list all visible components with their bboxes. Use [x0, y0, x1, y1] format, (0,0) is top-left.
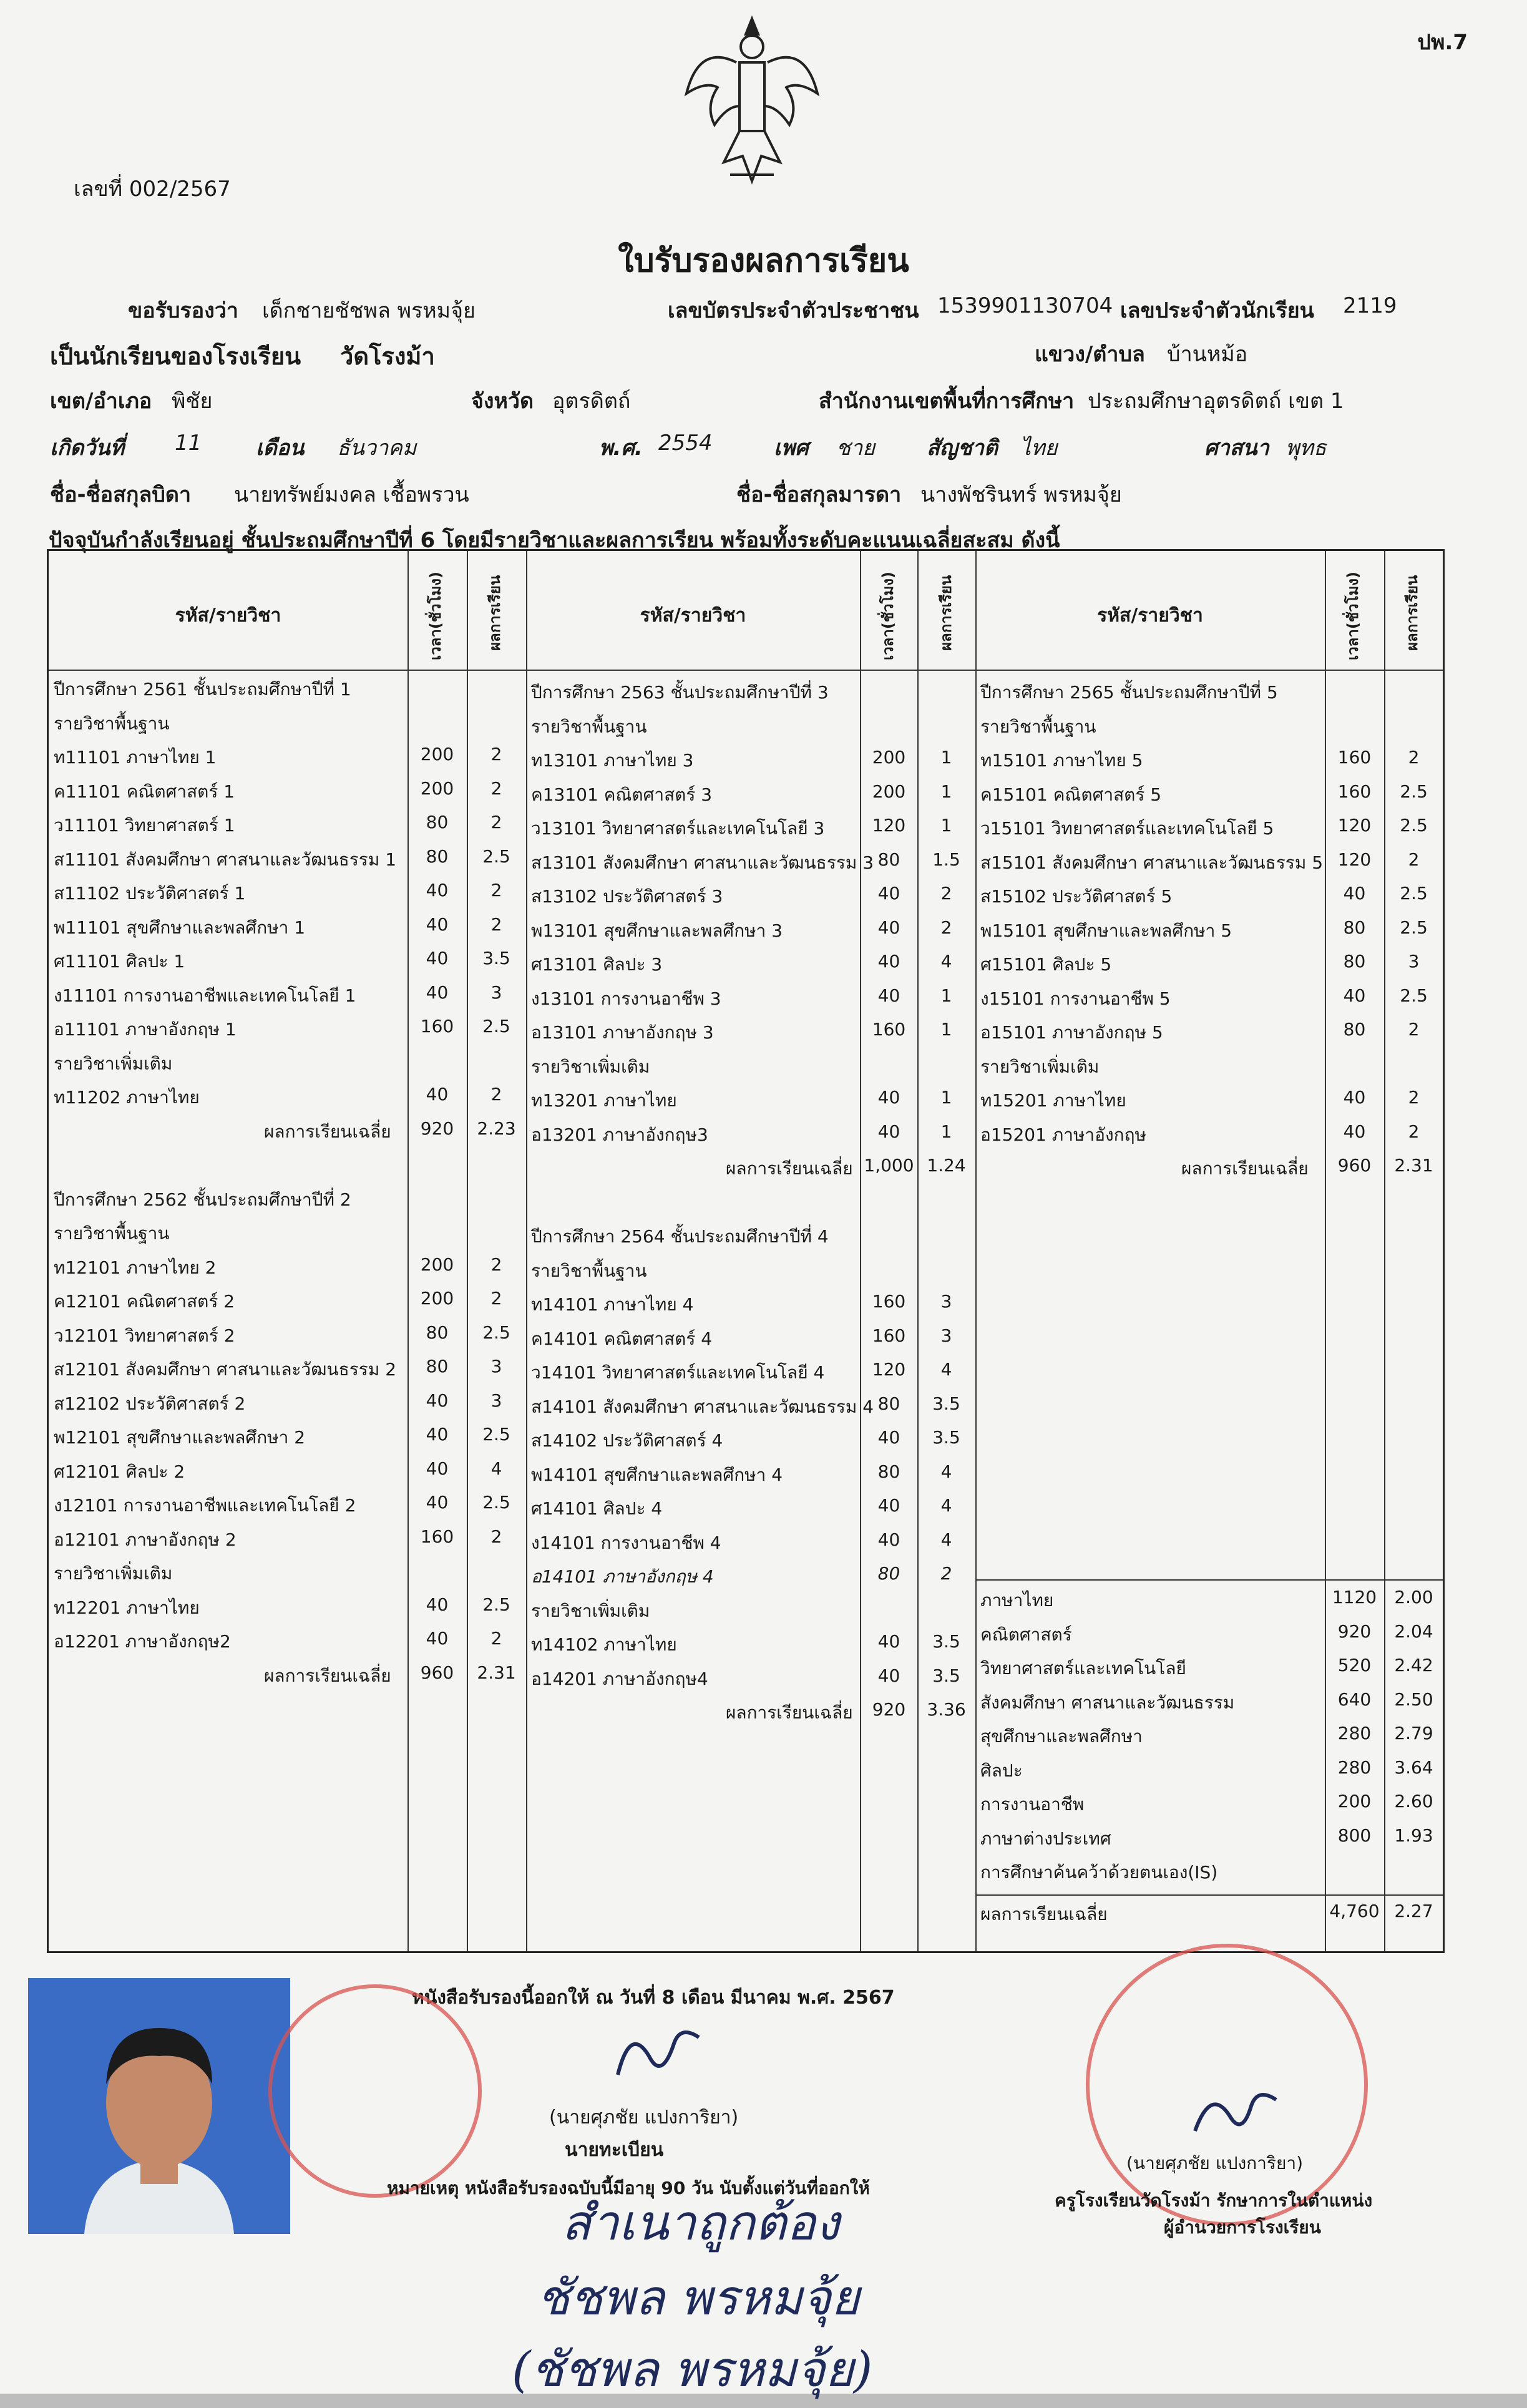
summary-hours: 920: [1337, 1621, 1372, 1642]
hours-cell: 200: [420, 777, 454, 799]
grade-cell: 4: [490, 1458, 502, 1479]
grade-cell: 3.36: [927, 1699, 966, 1720]
hours-cell: 40: [426, 982, 449, 1003]
summary-subject: การศึกษาค้นคว้าด้วยตนเอง(IS): [980, 1862, 1218, 1883]
subject-cell: อ14201 ภาษาอังกฤษ4: [531, 1668, 708, 1689]
school-label: เป็นนักเรียนของโรงเรียน: [50, 343, 301, 370]
subject-cell: ส14102 ประวัติศาสตร์ 4: [531, 1430, 723, 1451]
hours-cell: 80: [426, 1356, 449, 1377]
subject-cell: พ14101 สุขศึกษาและพลศึกษา 4: [531, 1464, 783, 1485]
registrar-title: นายทะเบียน: [565, 2139, 664, 2161]
subject-cell: รายวิชาเพิ่มเติม: [531, 1056, 650, 1077]
hours-cell: 80: [1343, 1019, 1366, 1040]
grade-cell: 2: [1408, 1019, 1420, 1040]
hours-cell: 40: [426, 1424, 449, 1445]
hours-cell: 40: [877, 883, 900, 904]
hours-cell: 40: [1343, 1087, 1366, 1108]
handwritten-signature-2: (ชัชพล พรหมจุ้ย): [512, 2342, 873, 2398]
hours-cell: 960: [420, 1662, 454, 1683]
grade-cell: 2: [490, 812, 502, 832]
subject-cell: ส12101 สังคมศึกษา ศาสนาและวัฒนธรรม 2: [54, 1359, 397, 1380]
hours-cell: 40: [877, 1121, 900, 1142]
student-no-value: 2119: [1343, 293, 1397, 318]
subject-cell: ปีการศึกษา 2565 ชั้นประถมศึกษาปีที่ 5: [980, 682, 1278, 703]
subject-cell: ส12102 ประวัติศาสตร์ 2: [54, 1393, 246, 1414]
subject-cell: ผลการเรียนเฉลี่ย: [264, 1121, 391, 1142]
grade-cell: 2: [940, 1563, 952, 1584]
hours-cell: 80: [1343, 951, 1366, 972]
grade-cell: 2.5: [1400, 815, 1428, 836]
grade-cell: 2: [490, 1084, 502, 1104]
summary-grade: 2.60: [1394, 1791, 1433, 1811]
handwritten-signature-1: ชัชพล พรหมจุ้ย: [537, 2270, 860, 2326]
district-value: พิชัย: [172, 389, 213, 414]
grade-cell: 3.5: [932, 1427, 960, 1448]
subject-cell: รายวิชาพื้นฐาน: [54, 1223, 170, 1244]
subject-cell: ว11101 วิทยาศาสตร์ 1: [54, 815, 235, 836]
subject-cell: ศ13101 ศิลปะ 3: [531, 954, 663, 975]
grade-cell: 2: [490, 1628, 502, 1649]
validity-note: หมายเหตุ หนังสือรับรองฉบับนี้มีอายุ 90 วัน นับตั้งแต่วันที่ออกให้: [387, 2178, 870, 2198]
summary-grade: 2.42: [1394, 1655, 1433, 1675]
hours-cell: 80: [426, 812, 449, 832]
grade-cell: 2: [490, 1288, 502, 1309]
hours-cell: 960: [1337, 1155, 1372, 1176]
subject-cell: ส14101 สังคมศึกษา ศาสนาและวัฒนธรรม 4: [531, 1396, 874, 1417]
area-office-value: ประถมศึกษาอุตรดิตถ์ เขต 1: [1088, 389, 1344, 414]
grade-cell: 3.5: [932, 1665, 960, 1686]
intro-text: ปัจจุบันกำลังเรียนอยู่ ชั้นประถมศึกษาปีที่ 6 โดยมีรายวิชาและผลการเรียน พร้อมทั้งระดับคะแนนเฉลี่ยสะสม ดังนี้: [49, 528, 1060, 553]
hours-cell: 40: [877, 917, 900, 938]
hours-cell: 80: [426, 846, 449, 867]
subject-cell: พ13101 สุขศึกษาและพลศึกษา 3: [531, 920, 783, 941]
hours-cell: 40: [426, 1594, 449, 1615]
form-code: ปพ.7: [1417, 30, 1468, 55]
hours-cell: 200: [420, 1254, 454, 1275]
summary-total-label: ผลการเรียนเฉลี่ย: [980, 1903, 1108, 1924]
info-row-address: [47, 384, 1438, 424]
summary-total-grade: 2.27: [1394, 1900, 1433, 1921]
subject-cell: ส15102 ประวัติศาสตร์ 5: [980, 886, 1173, 907]
hours-cell: 160: [872, 1291, 906, 1312]
hours-cell: 160: [1337, 781, 1372, 802]
subject-cell: ส13102 ประวัติศาสตร์ 3: [531, 886, 723, 907]
summary-grade: 2.50: [1394, 1689, 1433, 1710]
id-card-value: 1539901130704: [937, 293, 1113, 318]
subject-cell: ท13101 ภาษาไทย 3: [531, 750, 694, 771]
subject-cell: ผลการเรียนเฉลี่ย: [1181, 1158, 1309, 1179]
subject-cell: อ13101 ภาษาอังกฤษ 3: [531, 1022, 714, 1043]
birth-year-value: 2554: [658, 431, 713, 456]
grade-cell: 2: [1408, 849, 1420, 870]
header-subject-1: รหัส/รายวิชา: [175, 605, 281, 626]
subject-cell: รายวิชาเพิ่มเติม: [54, 1563, 173, 1584]
hours-cell: 40: [426, 880, 449, 900]
mother-label: ชื่อ-ชื่อสกุลมารดา: [736, 482, 902, 507]
subject-cell: ปีการศึกษา 2564 ชั้นประถมศึกษาปีที่ 4: [531, 1226, 829, 1247]
subject-cell: ส11101 สังคมศึกษา ศาสนาและวัฒนธรรม 1: [54, 849, 397, 870]
hours-cell: 40: [877, 1087, 900, 1108]
province-value: อุตรดิตถ์: [552, 389, 631, 414]
grade-cell: 4: [940, 1359, 952, 1380]
subject-cell: ว13101 วิทยาศาสตร์และเทคโนโลยี 3: [531, 818, 825, 839]
grade-cell: 3: [490, 982, 502, 1003]
subject-cell: อ14101 ภาษาอังกฤษ 4: [531, 1566, 714, 1587]
subject-cell: รายวิชาพื้นฐาน: [980, 716, 1096, 737]
hours-cell: 200: [872, 747, 906, 768]
hours-cell: 1,000: [864, 1155, 914, 1176]
subject-cell: ศ12101 ศิลปะ 2: [54, 1461, 185, 1482]
grade-cell: 2: [490, 880, 502, 900]
hours-cell: 160: [420, 1016, 454, 1036]
hours-cell: 200: [872, 781, 906, 802]
father-label: ชื่อ-ชื่อสกุลบิดา: [50, 482, 192, 507]
grade-cell: 2.31: [1394, 1155, 1433, 1176]
grade-cell: 2: [940, 883, 952, 904]
subject-cell: ค11101 คณิตศาสตร์ 1: [54, 781, 235, 802]
info-row-birth: [47, 431, 1438, 470]
subject-cell: ง11101 การงานอาชีพและเทคโนโลยี 1: [54, 985, 356, 1006]
summary-subject: ศิลปะ: [980, 1760, 1023, 1781]
hours-cell: 120: [1337, 849, 1372, 870]
director-title-1: ครูโรงเรียนวัดโรงม้า รักษาการในตำแหน่ง: [1055, 2190, 1373, 2211]
subject-cell: อ12201 ภาษาอังกฤษ2: [54, 1631, 231, 1652]
hours-cell: 160: [872, 1019, 906, 1040]
subject-cell: ท13201 ภาษาไทย: [531, 1090, 677, 1111]
hours-cell: 80: [426, 1322, 449, 1343]
grade-cell: 2: [1408, 1087, 1420, 1108]
grade-cell: 1: [940, 985, 952, 1006]
subject-cell: ท14101 ภาษาไทย 4: [531, 1294, 694, 1315]
hours-cell: 80: [877, 1393, 900, 1414]
grade-cell: 2.5: [1400, 985, 1428, 1006]
district-label: เขต/อำเภอ: [50, 389, 152, 414]
hours-cell: 40: [1343, 883, 1366, 904]
grade-cell: 2: [490, 914, 502, 935]
grade-cell: 3: [490, 1390, 502, 1411]
garuda-emblem-icon: [680, 6, 824, 193]
hours-cell: 40: [426, 1492, 449, 1513]
hours-cell: 40: [877, 1529, 900, 1550]
subject-cell: ท14102 ภาษาไทย: [531, 1634, 677, 1655]
subject-cell: ปีการศึกษา 2562 ชั้นประถมศึกษาปีที่ 2: [54, 1189, 351, 1210]
nationality-value: ไทย: [1020, 436, 1058, 461]
summary-hours: 280: [1337, 1723, 1372, 1743]
subject-cell: พ11101 สุขศึกษาและพลศึกษา 1: [54, 917, 306, 938]
grade-cell: 2.23: [477, 1118, 516, 1139]
subject-cell: ปีการศึกษา 2561 ชั้นประถมศึกษาปีที่ 1: [54, 679, 351, 699]
subject-cell: พ15101 สุขศึกษาและพลศึกษา 5: [980, 920, 1232, 941]
subject-cell: ผลการเรียนเฉลี่ย: [726, 1158, 853, 1179]
summary-hours: 200: [1337, 1791, 1372, 1811]
hours-cell: 40: [877, 1495, 900, 1516]
info-row-school: [47, 337, 1438, 377]
grade-cell: 1: [940, 815, 952, 836]
hours-cell: 40: [1343, 1121, 1366, 1142]
header-hours-2: เวลา(ชั่วโมง): [879, 572, 897, 660]
header-grade-3: ผลการเรียน: [1403, 575, 1421, 651]
sex-label: เพศ: [774, 436, 809, 461]
hours-cell: 200: [420, 744, 454, 764]
subject-cell: ท11202 ภาษาไทย: [54, 1087, 200, 1108]
hours-cell: 160: [1337, 747, 1372, 768]
subject-cell: ค12101 คณิตศาสตร์ 2: [54, 1291, 235, 1312]
summary-subject: ภาษาต่างประเทศ: [980, 1828, 1111, 1849]
summary-hours: 1120: [1332, 1587, 1377, 1607]
subject-cell: ท12201 ภาษาไทย: [54, 1597, 200, 1618]
header-grade-1: ผลการเรียน: [486, 575, 504, 651]
grade-cell: 2: [490, 777, 502, 799]
student-name: เด็กชายชัชพล พรหมจุ้ย: [262, 298, 476, 323]
hours-cell: 920: [872, 1699, 906, 1720]
hours-cell: 200: [420, 1288, 454, 1309]
grade-cell: 4: [940, 1461, 952, 1482]
grade-cell: 3: [490, 1356, 502, 1377]
subdistrict-label: แขวง/ตำบล: [1035, 342, 1145, 367]
summary-grade: 1.93: [1394, 1825, 1433, 1846]
subject-cell: ศ15101 ศิลปะ 5: [980, 954, 1112, 975]
subject-cell: รายวิชาพื้นฐาน: [531, 1260, 647, 1281]
grade-cell: 4: [940, 951, 952, 972]
subject-cell: ค13101 คณิตศาสตร์ 3: [531, 784, 713, 805]
subject-cell: รายวิชาเพิ่มเติม: [54, 1053, 173, 1074]
subject-cell: อ11101 ภาษาอังกฤษ 1: [54, 1019, 237, 1040]
issued-date: หนังสือรับรองนี้ออกให้ ณ วันที่ 8 เดือน มีนาคม พ.ศ. 2567: [412, 1987, 895, 2009]
subject-cell: ท12101 ภาษาไทย 2: [54, 1257, 217, 1278]
grade-cell: 3: [1408, 951, 1420, 972]
grade-cell: 2.5: [482, 1322, 510, 1343]
document-title: ใบรับรองผลการเรียน: [618, 242, 909, 280]
religion-value: พุทธ: [1286, 436, 1327, 461]
grade-cell: 2: [940, 917, 952, 938]
grade-cell: 3.5: [932, 1631, 960, 1652]
grade-cell: 3: [940, 1291, 952, 1312]
grade-cell: 2.5: [482, 1594, 510, 1615]
grade-cell: 2.5: [482, 1424, 510, 1445]
grade-cell: 3.5: [932, 1393, 960, 1414]
subject-cell: ค15101 คณิตศาสตร์ 5: [980, 784, 1162, 805]
birth-year-label: พ.ศ.: [599, 436, 643, 461]
grade-cell: 2.5: [1400, 883, 1428, 904]
sex-value: ชาย: [836, 436, 876, 461]
document-number: เลขที่ 002/2567: [74, 177, 231, 202]
subject-cell: ท11101 ภาษาไทย 1: [54, 747, 217, 768]
subject-cell: ว12101 วิทยาศาสตร์ 2: [54, 1325, 235, 1346]
mother-value: นางพัชรินทร์ พรหมจุ้ย: [920, 482, 1122, 507]
grade-cell: 2: [1408, 1121, 1420, 1142]
summary-hours: 800: [1337, 1825, 1372, 1846]
grade-cell: 2.5: [482, 1492, 510, 1513]
summary-grade: 2.00: [1394, 1587, 1433, 1607]
hours-cell: 80: [877, 1563, 900, 1584]
header-subject-2: รหัส/รายวิชา: [640, 605, 746, 626]
hours-cell: 40: [877, 951, 900, 972]
nationality-label: สัญชาติ: [927, 436, 998, 461]
birth-day-label: เกิดวันที่: [50, 436, 125, 461]
summary-hours: 280: [1337, 1757, 1372, 1778]
birth-month-label: เดือน: [256, 436, 305, 461]
religion-label: ศาสนา: [1204, 436, 1269, 461]
grade-cell: 2.5: [1400, 781, 1428, 802]
hours-cell: 120: [872, 1359, 906, 1380]
subject-cell: ผลการเรียนเฉลี่ย: [726, 1702, 853, 1723]
summary-hours: 520: [1337, 1655, 1372, 1675]
grade-cell: 4: [940, 1529, 952, 1550]
student-photo: [28, 1978, 290, 2234]
grade-cell: 1: [940, 1121, 952, 1142]
hours-cell: 40: [426, 1084, 449, 1104]
grade-cell: 1: [940, 1087, 952, 1108]
hours-cell: 40: [426, 1390, 449, 1411]
subject-cell: รายวิชาพื้นฐาน: [54, 713, 170, 734]
hours-cell: 80: [877, 1461, 900, 1482]
hours-cell: 40: [877, 1665, 900, 1686]
subject-cell: ท15101 ภาษาไทย 5: [980, 750, 1143, 771]
hours-cell: 40: [877, 1427, 900, 1448]
registrar-signature-icon: [605, 2019, 718, 2087]
subject-cell: ง13101 การงานอาชีพ 3: [531, 988, 721, 1009]
hours-cell: 120: [1337, 815, 1372, 836]
grades-table: [47, 549, 1445, 1953]
school-value: วัดโรงม้า: [340, 343, 435, 370]
summary-subject: ภาษาไทย: [980, 1590, 1054, 1611]
grade-cell: 3.5: [482, 948, 510, 968]
grade-cell: 2: [490, 1526, 502, 1547]
hours-cell: 160: [420, 1526, 454, 1547]
header-grade-2: ผลการเรียน: [937, 575, 955, 651]
birth-month-value: ธันวาคม: [337, 436, 417, 461]
director-title-2: ผู้อำนวยการโรงเรียน: [1164, 2217, 1321, 2238]
hours-cell: 40: [1343, 985, 1366, 1006]
summary-subject: วิทยาศาสตร์และเทคโนโลยี: [980, 1658, 1186, 1679]
summary-subject: สังคมศึกษา ศาสนาและวัฒนธรรม: [980, 1692, 1235, 1713]
subject-cell: รายวิชาพื้นฐาน: [531, 716, 647, 737]
area-office-label: สำนักงานเขตพื้นที่การศึกษา: [819, 389, 1075, 414]
hours-cell: 920: [420, 1118, 454, 1139]
summary-subject: การงานอาชีพ: [980, 1794, 1085, 1815]
hours-cell: 40: [426, 1458, 449, 1479]
summary-hours: 640: [1337, 1689, 1372, 1710]
grade-cell: 2: [1408, 747, 1420, 768]
summary-total-hours: 4,760: [1329, 1900, 1380, 1921]
registrar-name: (นายศุภชัย แปงการิยา): [549, 2107, 739, 2128]
hours-cell: 40: [877, 1631, 900, 1652]
subject-cell: พ12101 สุขศึกษาและพลศึกษา 2: [54, 1427, 306, 1448]
birth-day-value: 11: [175, 431, 202, 456]
subject-cell: ปีการศึกษา 2563 ชั้นประถมศึกษาปีที่ 3: [531, 682, 829, 703]
subject-cell: ส13101 สังคมศึกษา ศาสนาและวัฒนธรรม 3: [531, 852, 874, 873]
grade-cell: 1: [940, 747, 952, 768]
subject-cell: รายวิชาเพิ่มเติม: [980, 1056, 1100, 1077]
subject-cell: รายวิชาเพิ่มเติม: [531, 1600, 650, 1621]
grade-cell: 2: [490, 744, 502, 764]
grade-cell: 1: [940, 781, 952, 802]
subject-cell: อ15101 ภาษาอังกฤษ 5: [980, 1022, 1163, 1043]
header-subject-3: รหัส/รายวิชา: [1097, 605, 1203, 626]
grade-cell: 1.24: [927, 1155, 966, 1176]
grade-cell: 1.5: [932, 849, 960, 870]
header-hours-1: เวลา(ชั่วโมง): [427, 572, 444, 660]
hours-cell: 160: [872, 1325, 906, 1346]
header-hours-3: เวลา(ชั่วโมง): [1344, 572, 1362, 660]
subject-cell: ว15101 วิทยาศาสตร์และเทคโนโลยี 5: [980, 818, 1274, 839]
subject-cell: ว14101 วิทยาศาสตร์และเทคโนโลยี 4: [531, 1362, 825, 1383]
info-row-name: [47, 293, 1438, 333]
summary-subject: คณิตศาสตร์: [980, 1624, 1072, 1645]
student-photo-icon: [28, 1978, 290, 2234]
province-label: จังหวัด: [471, 389, 534, 414]
subdistrict-value: บ้านหม้อ: [1167, 342, 1248, 367]
hours-cell: 80: [877, 849, 900, 870]
hours-cell: 40: [877, 985, 900, 1006]
summary-grade: 2.79: [1394, 1723, 1433, 1743]
grade-cell: 1: [940, 1019, 952, 1040]
subject-cell: ส15101 สังคมศึกษา ศาสนาและวัฒนธรรม 5: [980, 852, 1324, 873]
hours-cell: 40: [426, 948, 449, 968]
certify-label: ขอรับรองว่า: [128, 298, 238, 323]
left-stamp-icon: [268, 1984, 482, 2198]
id-card-label: เลขบัตรประจำตัวประชาชน: [668, 298, 919, 323]
summary-subject: สุขศึกษาและพลศึกษา: [980, 1726, 1143, 1747]
summary-grade: 2.04: [1394, 1621, 1433, 1642]
hours-cell: 80: [1343, 917, 1366, 938]
info-row-parents: [47, 477, 1438, 517]
subject-cell: อ13201 ภาษาอังกฤษ3: [531, 1124, 708, 1145]
subject-cell: ง12101 การงานอาชีพและเทคโนโลยี 2: [54, 1495, 356, 1516]
hours-cell: 40: [426, 1628, 449, 1649]
grade-cell: 2.5: [482, 846, 510, 867]
subject-cell: ท15201 ภาษาไทย: [980, 1090, 1126, 1111]
summary-grade: 3.64: [1394, 1757, 1433, 1778]
father-value: นายทรัพย์มงคล เชื้อพรวน: [234, 482, 469, 507]
subject-cell: ผลการเรียนเฉลี่ย: [264, 1665, 391, 1686]
subject-cell: ศ14101 ศิลปะ 4: [531, 1498, 663, 1519]
subject-cell: ศ11101 ศิลปะ 1: [54, 951, 185, 972]
subject-cell: ส11102 ประวัติศาสตร์ 1: [54, 883, 246, 904]
subject-cell: อ12101 ภาษาอังกฤษ 2: [54, 1529, 237, 1550]
grade-cell: 2.5: [482, 1016, 510, 1036]
grade-cell: 4: [940, 1495, 952, 1516]
subject-cell: ค14101 คณิตศาสตร์ 4: [531, 1328, 713, 1349]
subject-cell: ง15101 การงานอาชีพ 5: [980, 988, 1171, 1009]
subject-cell: ง14101 การงานอาชีพ 4: [531, 1532, 721, 1553]
hours-cell: 40: [426, 914, 449, 935]
director-signature-icon: [1186, 2078, 1292, 2147]
subject-cell: อ15201 ภาษาอังกฤษ: [980, 1124, 1146, 1145]
student-no-label: เลขประจำตัวนักเรียน: [1120, 298, 1314, 323]
grade-cell: 2: [490, 1254, 502, 1275]
grade-cell: 2.31: [477, 1662, 516, 1683]
grade-cell: 3: [940, 1325, 952, 1346]
director-name: (นายศุภชัย แปงการิยา): [1126, 2153, 1303, 2173]
hours-cell: 120: [872, 815, 906, 836]
grade-cell: 2.5: [1400, 917, 1428, 938]
handwritten-certified-copy: สำเนาถูกต้อง: [562, 2195, 840, 2251]
